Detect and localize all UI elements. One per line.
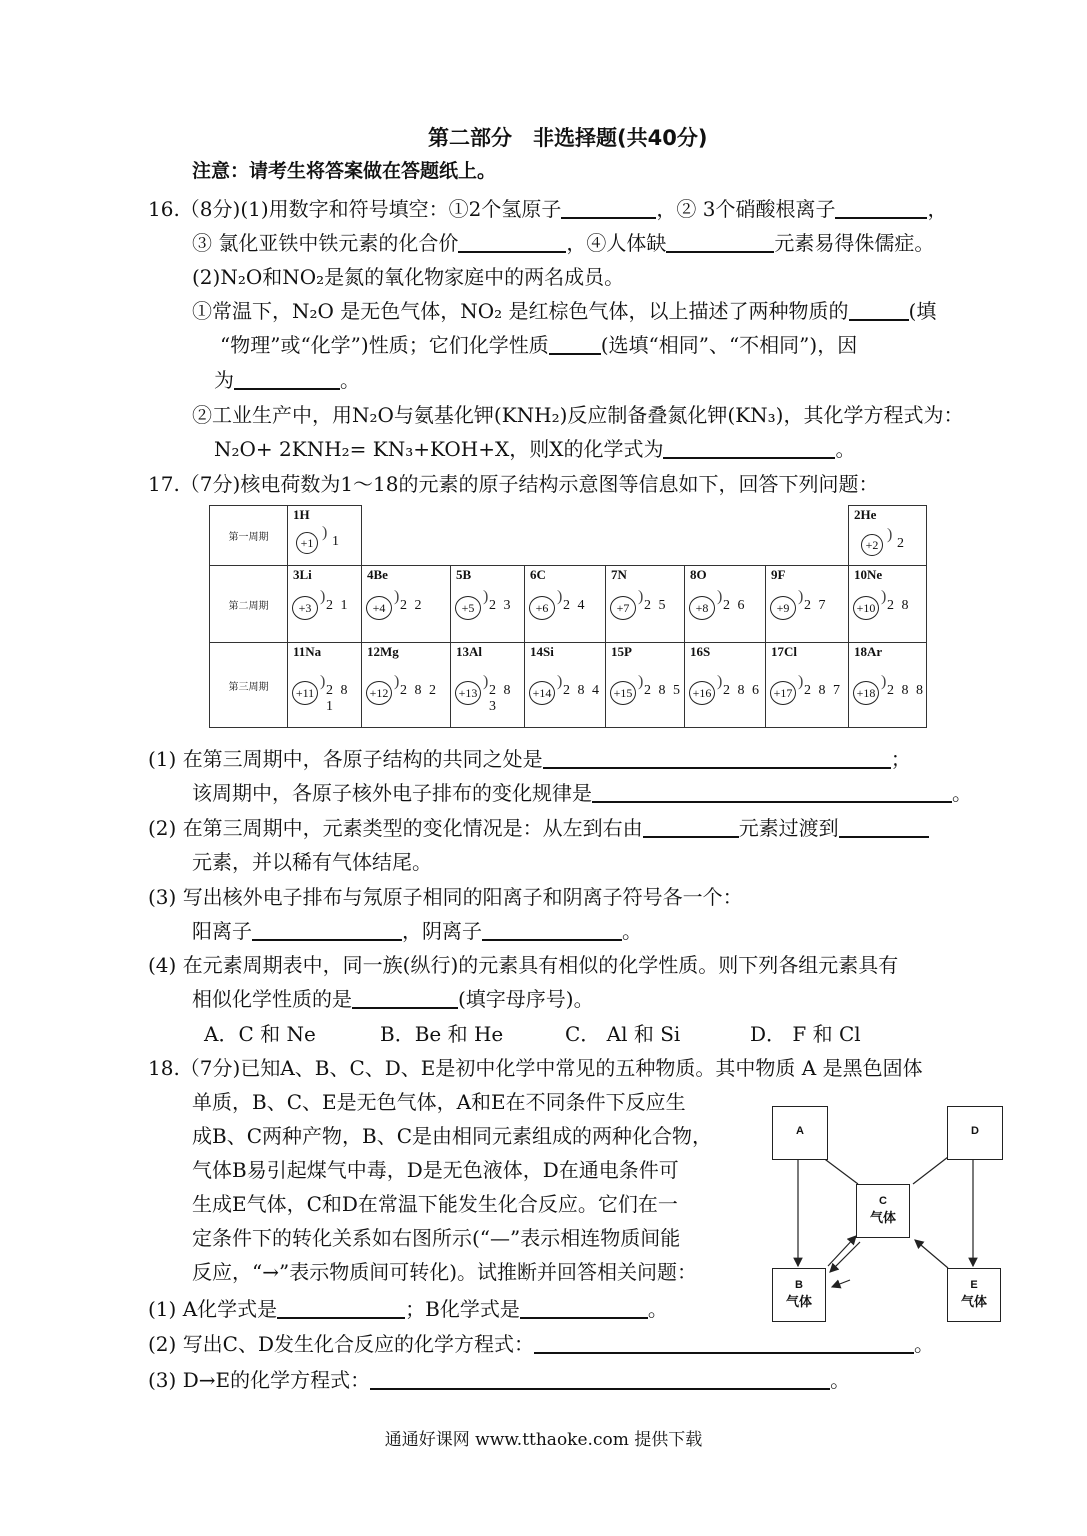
q17-option-a: A．C 和 Ne — [204, 1022, 316, 1046]
shell-electrons: 2 8 — [887, 598, 911, 613]
shell-arc: ) — [638, 588, 644, 605]
shell-arc: ) — [638, 673, 644, 690]
q16-line4: ①常温下，N₂O 是无色气体，NO₂ 是红棕色气体，以上描述了两种物质的 (填 — [192, 299, 937, 323]
element-symbol: 14Si — [530, 644, 554, 659]
arrow-e-c — [915, 1240, 948, 1268]
element-symbol: 7N — [611, 567, 627, 582]
nucleus: +7 — [610, 596, 636, 620]
shell-arc: ) — [557, 673, 563, 690]
q18-line4: 气体B易引起煤气中毒，D是无色液体，D在通电条件可 — [192, 1158, 679, 1182]
q17-option-b: B．Be 和 He — [380, 1022, 504, 1046]
nucleus: +11 — [292, 681, 318, 705]
shell-arc: ) — [483, 673, 489, 690]
q17-p1-line2: 该周期中，各原子核外电子排布的变化规律是 。 — [192, 781, 972, 805]
note: 注意：请考生将答案做在答题纸上。 — [192, 160, 497, 182]
empty-span — [362, 506, 849, 566]
q16-line6: 为 。 — [214, 368, 360, 392]
footer: 通通好课网 www.tthaoke.com 提供下载 — [384, 1430, 703, 1450]
q18-line7: 反应，“→”表示物质间可转化)。试推断并回答相关问题： — [192, 1260, 698, 1284]
node-e: E 气体 — [947, 1268, 1001, 1322]
q16-line2: ③ 氯化亚铁中铁元素的化合价 ，④人体缺 元素易得侏儒症。 — [192, 231, 935, 255]
q17-p4-line2: 相似化学性质的是 (填字母序号)。 — [192, 987, 594, 1011]
shell-electrons: 2 8 8 — [887, 683, 925, 698]
element-symbol: 18Ar — [854, 644, 883, 659]
period-label: 第一周期 — [210, 506, 288, 566]
q16-line3: (2)N₂O和NO₂是氮的氧化物家庭中的两名成员。 — [192, 265, 625, 289]
shell-arc: ) — [394, 588, 400, 605]
nucleus: +13 — [455, 681, 481, 705]
arrow-c-b — [830, 1242, 860, 1272]
period-label: 第二周期 — [210, 566, 288, 643]
element-cell — [849, 643, 927, 728]
q17-option-c: C． Al 和 Si — [565, 1022, 681, 1046]
q18-line3: 成B、C两种产物，B、C是由相同元素组成的两种化合物， — [192, 1124, 712, 1148]
element-symbol: 13Al — [456, 644, 482, 659]
shell-arc: ) — [798, 588, 804, 605]
shell-arc: ) — [320, 588, 326, 605]
shell-arc: ) — [717, 588, 723, 605]
node-a: A — [772, 1106, 828, 1160]
q17-intro: 17.（7分)核电荷数为1～18的元素的原子结构示意图等信息如下，回答下列问题： — [148, 472, 879, 496]
element-cell — [766, 566, 849, 643]
node-b: B 气体 — [772, 1268, 826, 1322]
shell-electrons: 2 5 — [644, 598, 668, 613]
nucleus: +8 — [689, 596, 715, 620]
element-symbol: 17Cl — [771, 644, 797, 659]
shell-arc: ) — [881, 588, 887, 605]
q18-p2: (2) 写出C、D发生化合反应的化学方程式： 。 — [148, 1332, 935, 1356]
element-symbol: 5B — [456, 567, 472, 582]
shell-arc: ) — [320, 673, 326, 690]
shell-electrons: 2 3 — [489, 598, 513, 613]
node-c: C 气体 — [856, 1184, 910, 1238]
q16-line1: 16.（8分)(1)用数字和符号填空：①2个氢原子 ，② 3个硝酸根离子 ， — [148, 197, 948, 221]
nucleus: +15 — [610, 681, 636, 705]
q18-line6: 定条件下的转化关系如右图所示(“—”表示相连物质间能 — [192, 1226, 681, 1250]
nucleus: +9 — [770, 596, 796, 620]
element-symbol: 4Be — [367, 567, 388, 582]
q17-p4-line1: (4) 在元素周期表中，同一族(纵行)的元素具有相似的化学性质。则下列各组元素具有 — [148, 953, 899, 977]
element-symbol: 6C — [530, 567, 546, 582]
element-cell: 2He +2 2 ) — [849, 506, 927, 566]
element-cell — [606, 566, 685, 643]
shell-electrons: 2 8 5 — [644, 683, 682, 698]
element-cell — [685, 566, 766, 643]
element-symbol: 12Mg — [367, 644, 399, 659]
nucleus: +17 — [770, 681, 796, 705]
element-cell — [766, 643, 849, 728]
nucleus: +12 — [366, 681, 392, 705]
element-symbol: 16S — [690, 644, 711, 659]
shell-electrons: 2 8 7 — [804, 683, 842, 698]
element-symbol: 9F — [771, 567, 786, 582]
element-symbol: 8O — [690, 567, 707, 582]
shell-electrons: 2 8 6 — [723, 683, 761, 698]
arrow-small — [832, 1280, 850, 1287]
element-cell — [451, 643, 525, 728]
q17-p3-line1: (3) 写出核外电子排布与氖原子相同的阳离子和阴离子符号各一个： — [148, 885, 743, 909]
q17-p2-line1: (2) 在第三周期中，元素类型的变化情况是：从左到右由 元素过渡到 — [148, 815, 929, 841]
nucleus: +16 — [689, 681, 715, 705]
shell-arc: ) — [717, 673, 723, 690]
q16-line7: ②工业生产中，用N₂O与氨基化钾(KNH₂)反应制备叠氮化钾(KN₃)，其化学方程式为： — [192, 403, 964, 427]
element-cell: 1H +1 1 ) — [288, 506, 362, 566]
element-cell — [362, 643, 451, 728]
shell-arc: ) — [557, 588, 563, 605]
q18-line5: 生成E气体，C和D在常温下能发生化合反应。它们在一 — [192, 1192, 678, 1216]
shell-arc: ) — [881, 673, 887, 690]
nucleus: +6 — [529, 596, 555, 620]
q16-line5: “物理”或“化学”)性质；它们化学性质 (选填“相同”、“不相同”)，因 — [220, 333, 858, 357]
shell-electrons: 2 8 2 — [400, 683, 438, 698]
period-label: 第三周期 — [210, 643, 288, 728]
shell-electrons: 2 7 — [804, 598, 828, 613]
q18-line1: 18.（7分)已知A、B、C、D、E是初中化学中常见的五种物质。其中物质 A 是黑色固体 — [148, 1056, 923, 1080]
shell-electrons: 2 4 — [563, 598, 587, 613]
shell-electrons: 2 8 4 — [563, 683, 601, 698]
element-cell — [451, 566, 525, 643]
shell-electrons: 2 2 — [400, 598, 424, 613]
element-cell — [606, 643, 685, 728]
element-symbol: 15P — [611, 644, 632, 659]
periodic-table — [209, 505, 927, 728]
section-title: 第二部分 非选择题(共40分) — [428, 126, 708, 150]
element-cell — [288, 566, 362, 643]
nucleus: +3 — [292, 596, 318, 620]
shell-arc: ) — [394, 673, 400, 690]
element-symbol: 3Li — [293, 567, 312, 582]
element-symbol: 10Ne — [854, 567, 883, 582]
element-cell — [525, 643, 606, 728]
line-a-c — [822, 1157, 858, 1184]
element-cell — [288, 643, 362, 728]
shell-arc: ) — [483, 588, 489, 605]
q17-p2-line2: 元素，并以稀有气体结尾。 — [192, 850, 432, 874]
element-cell — [685, 643, 766, 728]
node-d: D — [947, 1106, 1003, 1160]
nucleus: +10 — [853, 596, 879, 620]
q18-p3: (3) D→E的化学方程式： 。 — [148, 1368, 851, 1392]
nucleus: +18 — [853, 681, 879, 705]
shell-electrons: 2 8 1 — [326, 683, 350, 714]
element-cell — [362, 566, 451, 643]
shell-electrons: 2 8 3 — [489, 683, 513, 714]
nucleus: +14 — [529, 681, 555, 705]
line-d-c — [913, 1157, 948, 1184]
element-cell — [525, 566, 606, 643]
element-cell — [849, 566, 927, 643]
shell-arc: ) — [798, 673, 804, 690]
nucleus: +5 — [455, 596, 481, 620]
q16-line8: N₂O+ 2KNH₂= KN₃+KOH+X，则X的化学式为 。 — [214, 437, 856, 461]
shell-electrons: 2 1 — [326, 598, 350, 613]
shell-electrons: 2 6 — [723, 598, 747, 613]
q18-p1: (1) A化学式是 ；B化学式是 。 — [148, 1297, 668, 1321]
q17-p3-line2: 阳离子 ，阴离子 。 — [192, 919, 642, 943]
q18-line2: 单质，B、C、E是无色气体，A和E在不同条件下反应生 — [192, 1090, 686, 1114]
q17-p1-line1: (1) 在第三周期中，各原子结构的共同之处是 ； — [148, 747, 911, 771]
element-symbol: 11Na — [293, 644, 322, 659]
nucleus: +4 — [366, 596, 392, 620]
q17-option-d: D． F 和 Cl — [750, 1022, 861, 1046]
